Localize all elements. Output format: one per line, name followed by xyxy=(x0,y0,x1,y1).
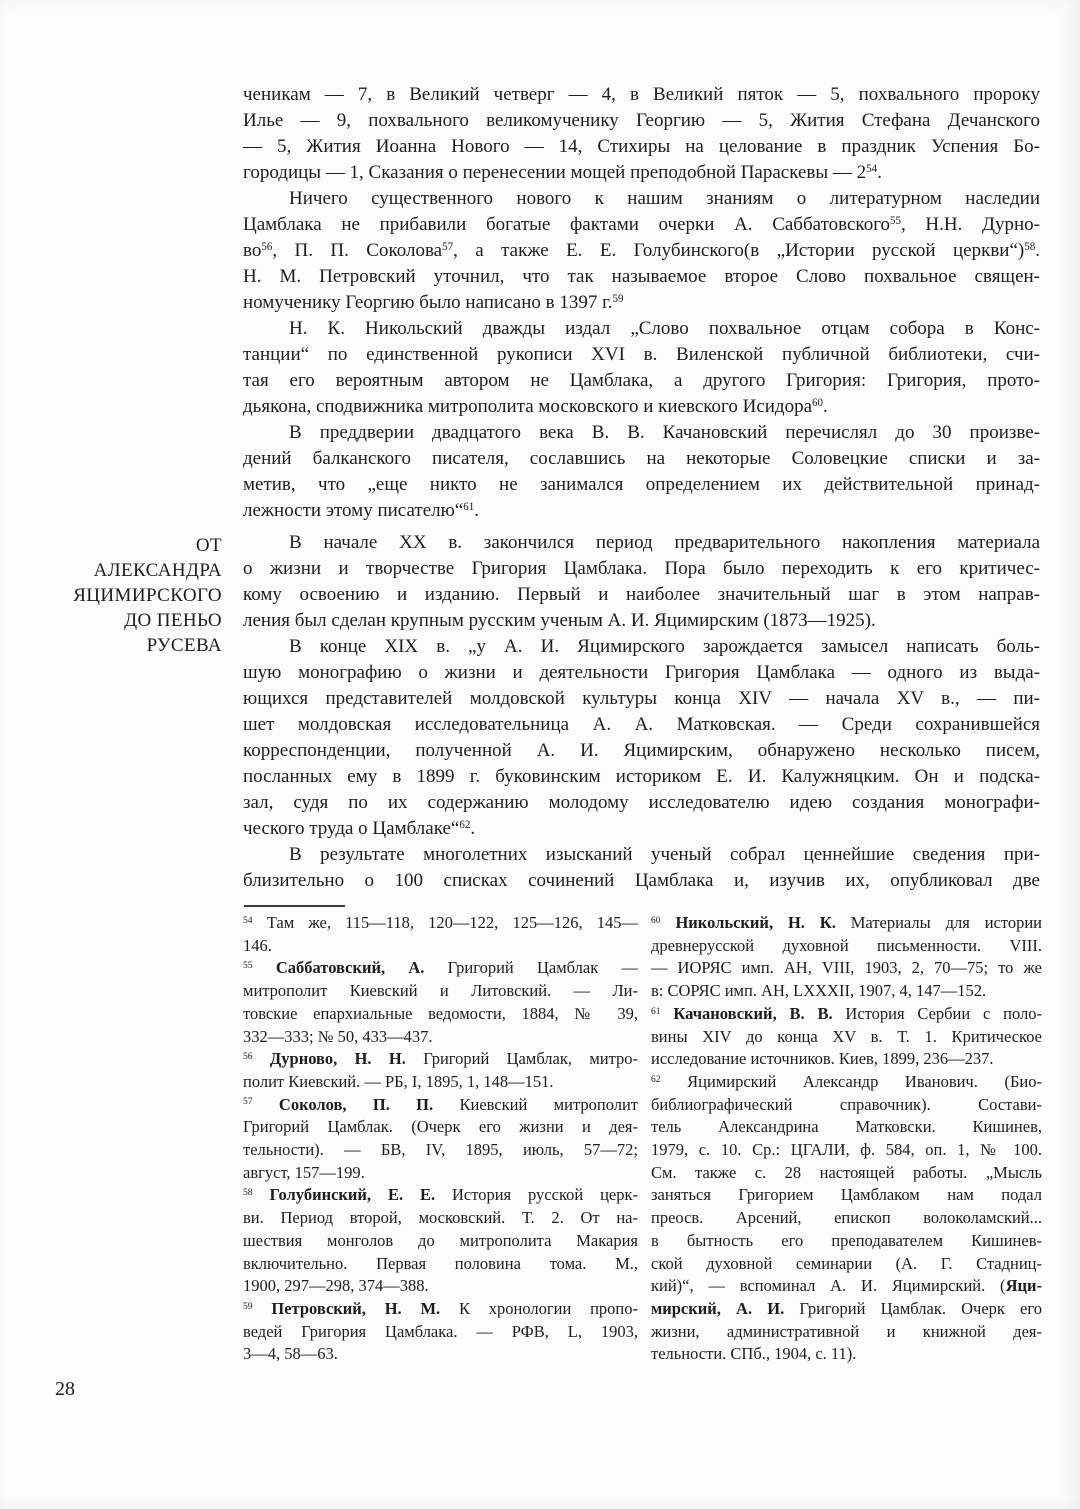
text-line: В конце XIX в. „у А. И. Яцимирского зарождается замысел написать боль- xyxy=(289,636,1040,657)
text-line: ченикам — 7, в Великий четверг — 4, в Великий пяток — 5, похвального пророку xyxy=(243,84,1040,105)
footnote-author: Саббатовский, А. xyxy=(275,958,425,978)
footnote-line: 146. xyxy=(243,935,272,955)
text-line: В начале XX в. закончился период предварительного накопления материала xyxy=(289,532,1040,553)
footnote-marker: 56 xyxy=(243,1050,253,1062)
text-line: Ничего существенного нового к нашим знаниям о литературном наследии xyxy=(289,188,1040,209)
footnotes-left-column xyxy=(243,912,638,1366)
footnote-line: Григорий Цамблак. (Очерк его жизни и дея- xyxy=(243,1117,638,1137)
text-line: Н. М. Петровский уточнил, что так называемое второе Слово похвальное священ- xyxy=(243,266,1040,287)
footnote-62 xyxy=(651,1071,1042,1366)
footnote-58 xyxy=(243,1184,638,1298)
footnote-author: Никольский, Н. К. xyxy=(675,913,836,932)
footnote-line: август, 157—199. xyxy=(243,1162,365,1182)
footnote-54 xyxy=(243,912,638,957)
text-line: В результате многолетних изысканий ученый собрал ценнейшие сведения при- xyxy=(289,844,1040,865)
footnote-61 xyxy=(651,1003,1042,1071)
footnote-line: $^{58}$ Голубинский, Е. Е. История русской церк- xyxy=(243,1185,638,1205)
footnote-line: ведей Григория Цамблака. — РФВ, L, 1903, xyxy=(243,1321,638,1341)
section-heading-line: АЛЕКСАНДРА xyxy=(93,560,222,581)
footnote-line: тель Александрина Матковски. Кишинев, xyxy=(651,1117,1042,1137)
text-line: кому освоению и изданию. Первый и наиболее значительный шаг в этом направ- xyxy=(243,584,1040,605)
text-line: близительно о 100 списках сочинений Цамблака и, изучив их, опубликовал две xyxy=(243,870,1040,891)
paragraph xyxy=(243,186,1040,316)
footnote-56 xyxy=(243,1048,638,1093)
text-line: городицы — 1, Сказания о перенесении мощей преподобной Параскевы — $2^{54}$. xyxy=(243,162,882,183)
section-heading xyxy=(38,533,222,658)
text-line: $во^{56}$, П. П. Соколова$^{57}$, а также Е. Е. Голубинского(в „Истории русской церкви“)$^{58}$. xyxy=(243,240,1040,261)
footnote-author: мирский, А. И. xyxy=(651,1298,785,1318)
footnotes xyxy=(243,912,1042,1366)
footnote-line: вины XIV до конца XV в. Т. 1. Критическое xyxy=(651,1026,1042,1046)
footnote-55 xyxy=(243,957,638,1048)
footnote-line: кий)“, — вспоминал А. И. Яцимирский. (Яци- xyxy=(651,1276,1042,1296)
section-heading-line: ОТ xyxy=(195,535,222,556)
footnote-marker: 54 xyxy=(243,914,253,926)
footnote-marker: 57 xyxy=(243,1096,253,1108)
text-line: дений балканского писателя, сославшись на некоторые Соловецкие списки и за- xyxy=(243,448,1040,469)
footnote-author: Дурново, Н. Н. xyxy=(269,1049,406,1069)
footnote-marker: 60 xyxy=(651,914,661,926)
footnote-line: тельности. СПб., 1904, с. 11). xyxy=(651,1344,857,1364)
section-heading-line: ЯЦИМИРСКОГО xyxy=(73,585,222,606)
footnote-line: включительно. Первая половина тома. М., xyxy=(243,1253,638,1273)
footnote-author: Голубинский, Е. Е. xyxy=(269,1185,436,1205)
text-line: танции“ по единственной рукописи XVI в. Виленской публичной библиотеки, счи- xyxy=(243,344,1040,365)
footnote-59 xyxy=(243,1298,638,1366)
footnote-marker: 62 xyxy=(651,1073,661,1085)
text-line: метив, что „еще никто не занимался определением их действительной принад- xyxy=(243,474,1040,495)
text-line: Н. К. Никольский дважды издал „Слово похвальное отцам собора в Конс- xyxy=(289,318,1040,339)
footnote-line: товские епархиальные ведомости, 1884, № 39, xyxy=(243,1003,638,1023)
text-line: о жизни и творчестве Григория Цамблака. Пора было переходить к его критичес- xyxy=(243,558,1040,579)
text-line: — 5, Жития Иоанна Нового — 14, Стихиры на целование в праздник Успения Бо- xyxy=(243,136,1040,157)
footnote-60 xyxy=(651,912,1042,1003)
footnote-marker: 59 xyxy=(612,292,624,305)
footnote-marker: 61 xyxy=(651,1005,661,1017)
text-line: шет молдовская исследовательница А. А. Матковская. — Среди сохранившейся xyxy=(243,714,1040,735)
footnote-line: древнерусской духовной письменности. VIII. xyxy=(651,935,1042,955)
text-line: дьякона, сподвижника митрополита московского и киевского Исидора$^{60}$. xyxy=(243,396,828,417)
footnote-separator xyxy=(244,905,345,907)
paragraph xyxy=(243,634,1040,842)
text-line: корреспонденции, полученной А. И. Яцимирским, обнаружено несколько писем, xyxy=(243,740,1040,761)
text-line: зал, судя по их содержанию молодому исследователю идею создания монографи- xyxy=(243,792,1040,813)
text-line: Илье — 9, похвального великомученику Георгию — 5, Жития Стефана Дечанского xyxy=(243,110,1040,131)
page-number: 28 xyxy=(55,1378,75,1400)
paragraph xyxy=(243,316,1040,420)
footnote-line: 332—333; № 50, 433—437. xyxy=(243,1026,433,1046)
footnote-line: 3—4, 58—63. xyxy=(243,1344,338,1364)
footnote-line: шествия монголов до митрополита Макария xyxy=(243,1230,638,1250)
footnote-line: $^{59}$ Петровский, Н. М. К хронологии пропо- xyxy=(243,1298,638,1318)
paragraph xyxy=(243,420,1040,524)
text-line: ческого труда о Цамблаке“$^{62}$. xyxy=(243,818,476,839)
body-text xyxy=(243,82,1040,894)
footnote-line: ской духовной семинарии (А. Г. Стадниц- xyxy=(651,1253,1042,1273)
footnote-line: исследование источников. Киев, 1899, 236—237. xyxy=(651,1049,994,1069)
paragraph xyxy=(243,82,1040,186)
text-line: В преддверии двадцатого века В. В. Качановский перечислял до 30 произве- xyxy=(289,422,1040,443)
footnote-marker: 55 xyxy=(243,960,253,972)
footnote-line: митрополит Киевский и Литовский. — Ли- xyxy=(243,981,638,1001)
footnote-marker: 54 xyxy=(866,162,878,175)
footnote-line: $^{60}$ Никольский, Н. К. Материалы для истории xyxy=(651,913,1043,932)
footnote-line: преосв. Арсений, епископ волоколамский... xyxy=(651,1208,1042,1228)
text-line: посланных ему в 1899 г. буковинским историком Е. И. Калужняцким. Он и подска- xyxy=(243,766,1040,787)
text-line: ления был сделан крупным русским ученым А. И. Яцимирским (1873—1925). xyxy=(243,610,876,631)
footnote-marker: 62 xyxy=(459,818,471,831)
footnote-line: полит Киевский. — РБ, I, 1895, 1, 148—151. xyxy=(243,1071,554,1091)
footnote-marker: 59 xyxy=(243,1300,253,1312)
footnote-marker: 55 xyxy=(890,214,902,227)
footnote-line: — ИОРЯС имп. АН, VIII, 1903, 2, 70—75; то же xyxy=(651,958,1042,978)
paragraph xyxy=(243,842,1040,894)
footnote-author: Качановский, В. В. xyxy=(673,1003,833,1023)
footnote-marker: 58 xyxy=(1024,240,1036,253)
footnote-marker: 56 xyxy=(261,240,273,253)
footnote-57 xyxy=(243,1094,638,1185)
section-heading-line: ДО ПЕНЬО xyxy=(124,610,222,631)
footnote-author: Яци- xyxy=(1005,1276,1042,1296)
text-line: ющихся представителей молдовской культуры конца XIV — начала XV в., — пи- xyxy=(243,688,1040,709)
footnote-marker: 61 xyxy=(463,500,475,513)
footnote-line: $^{61}$ Качановский, В. В. История Сербии с поло- xyxy=(651,1003,1042,1023)
footnote-line: в бытность его преподавателем Кишинев- xyxy=(651,1230,1042,1250)
text-line: Цамблака не прибавили богатые фактами очерки А. Саббатовского$^{55}$, Н.Н. Дурно- xyxy=(243,214,1040,235)
footnote-line: 1900, 297—298, 374—388. xyxy=(243,1276,429,1296)
footnote-author: Соколов, П. П. xyxy=(278,1094,434,1114)
footnote-line: См. также с. 28 настоящей работы. „Мысль xyxy=(651,1162,1042,1182)
footnote-line: $^{54}$ Там же, 115—118, 120—122, 125—126, 145— xyxy=(243,913,638,932)
paragraph xyxy=(243,530,1040,634)
section-heading-line: РУСЕВА xyxy=(146,635,222,656)
footnote-author: Петровский, Н. М. xyxy=(271,1298,441,1318)
footnote-line: $^{56}$ Дурново, Н. Н. Григорий Цамблак, митро- xyxy=(243,1049,639,1069)
text-line: лежности этому писателю“$^{61}$. xyxy=(243,500,480,521)
footnote-line: $^{57}$ Соколов, П. П. Киевский митрополит xyxy=(243,1094,638,1114)
text-line: тая его вероятным автором не Цамблака, а другого Григория: Григория, прото- xyxy=(243,370,1040,391)
footnote-marker: 58 xyxy=(243,1187,253,1199)
footnote-line: тельности). — БВ, IV, 1895, июль, 57—72; xyxy=(243,1140,638,1160)
footnote-line: жизни, административной и книжной дея- xyxy=(651,1321,1042,1341)
footnote-line: ви. Период второй, московский. Т. 2. От на- xyxy=(243,1208,638,1228)
footnote-line: мирский, А. И. Григорий Цамблак. Очерк его xyxy=(651,1298,1042,1318)
footnote-line: 1979, с. 10. Ср.: ЦГАЛИ, ф. 584, оп. 1, № 100. xyxy=(651,1140,1042,1160)
footnote-marker: 57 xyxy=(442,240,454,253)
footnote-line: библиографический справочник). Состави- xyxy=(651,1094,1042,1114)
text-line: номученику Георгию было написано в 1397 г.$^{59}$ xyxy=(243,292,624,313)
footnote-line: заняться Григорием Цамблаком нам подал xyxy=(651,1185,1042,1205)
footnotes-right-column xyxy=(651,912,1042,1366)
footnote-marker: 60 xyxy=(812,396,824,409)
footnote-line: в: СОРЯС имп. АН, LXXXII, 1907, 4, 147—152. xyxy=(651,981,987,1001)
footnote-line: $^{62}$ Яцимирский Александр Иванович. (Био- xyxy=(651,1071,1042,1091)
footnote-line: $^{55}$ Саббатовский, А. Григорий Цамблак — xyxy=(243,958,638,978)
text-line: шую монографию о жизни и деятельности Григория Цамблака — одного из выда- xyxy=(243,662,1040,683)
